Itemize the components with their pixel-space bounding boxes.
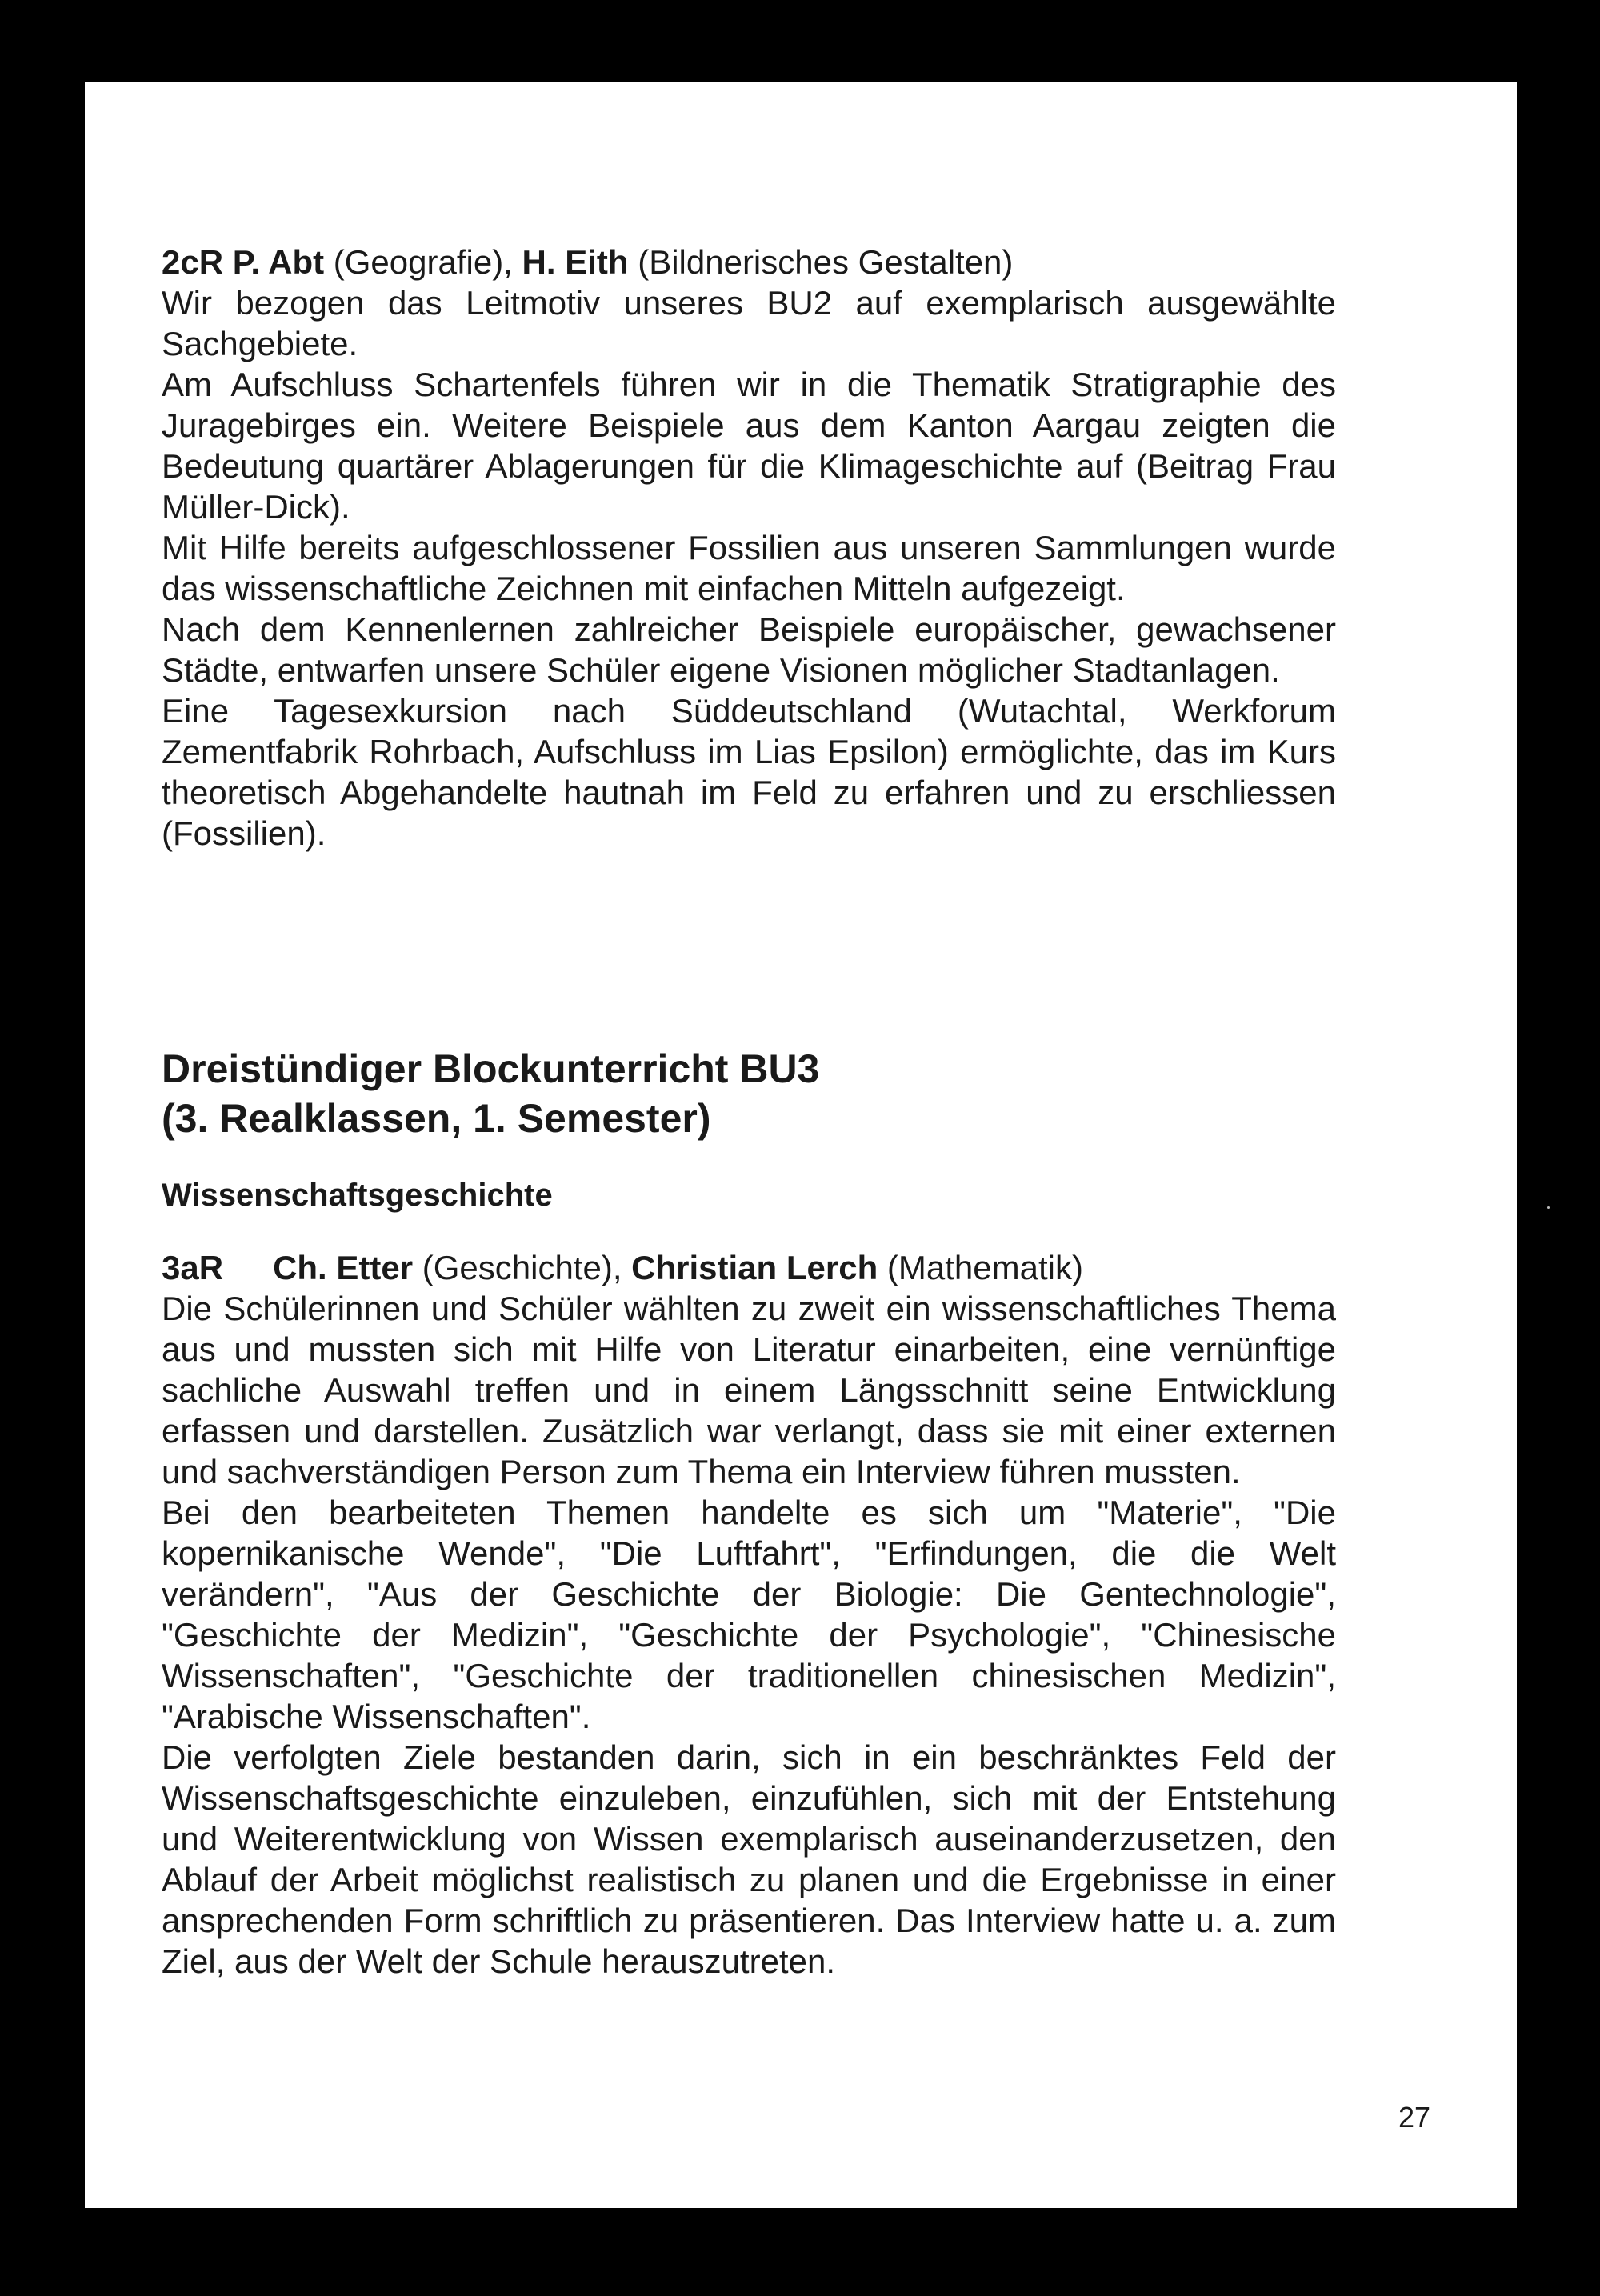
paragraph: Nach dem Kennenlernen zahlreicher Beispiele europäischer, gewachsener Städte, entwarfen unsere Schüler eigene Visionen möglicher Stadtanlagen. [162, 610, 1336, 689]
paragraph: Eine Tagesexkursion nach Süddeutschland (Wutachtal, Werkforum Zementfabrik Rohrbach, Aufschluss im Lias Epsilon) ermöglichte, das im Kurs theoretisch Abgehandelte hautnah im Feld zu erfahren und zu erschliessen (Fossilien). [162, 692, 1336, 852]
class-heading-3aR [162, 1247, 1336, 1288]
paragraph: Mit Hilfe bereits aufgeschlossener Fossilien aus unseren Sammlungen wurde das wissenschaftliche Zeichnen mit einfachen Mitteln aufgezeigt. [162, 529, 1336, 607]
section-title: Dreistündiger Blockunterricht BU3 [162, 1046, 820, 1091]
paragraph: Am Aufschluss Schartenfels führen wir in die Thematik Stratigraphie des Juragebirges ein. Weitere Beispiele aus dem Kanton Aargau zeigten die Bedeutung quartärer Ablagerungen für die Klimageschichte auf (Beitrag Frau Müller-Dick). [162, 366, 1336, 526]
class-heading-2cR [162, 242, 1336, 282]
teacher-name: Ch. Etter [273, 1249, 414, 1286]
paragraph: Die verfolgten Ziele bestanden darin, sich in ein beschränktes Feld der Wissenschaftsgeschichte einzuleben, einzufühlen, sich mit der Entstehung und Weiterentwicklung von Wissen exemplarisch auseinanderzusetzen, den Ablauf der Arbeit möglichst realistisch zu planen und die Ergebnisse in einer ansprechenden Form schriftlich zu präsentieren. Das Interview hatte u. a. zum Ziel, aus der Welt der Schule herauszutreten. [162, 1738, 1336, 1980]
teacher-subject: (Geschichte), [422, 1249, 622, 1286]
section-subtitle: Wissenschaftsgeschichte [162, 1178, 553, 1213]
teacher-subject: (Geografie), [333, 243, 513, 281]
teacher-name: Christian Lerch [631, 1249, 878, 1286]
page-number: 27 [1398, 2101, 1430, 2134]
scan-speck [1547, 1206, 1550, 1209]
document-page [85, 82, 1517, 2208]
section-title-line2: (3. Realklassen, 1. Semester) [162, 1096, 711, 1141]
teacher-name: P. Abt [232, 243, 325, 281]
teacher-name: H. Eith [522, 243, 629, 281]
paragraph: Bei den bearbeiteten Themen handelte es sich um "Materie", "Die kopernikanische Wende", "Die Luftfahrt", "Erfindungen, die die Welt verändern", "Aus der Geschichte der Biologie: Die Gentechnologie", "Geschichte der Medizin", "Geschichte der Psychologie", "Chinesische Wissenschaften", "Geschichte der traditionellen chinesischen Medizin", "Arabische Wissenschaften". [162, 1494, 1336, 1735]
page-content [162, 242, 1336, 1982]
class-code: 3aR [162, 1249, 224, 1286]
teacher-subject: (Mathematik) [886, 1249, 1083, 1286]
paragraph: Wir bezogen das Leitmotiv unseres BU2 auf exemplarisch ausgewählte Sachgebiete. [162, 284, 1336, 362]
class-code: 2cR [162, 243, 224, 281]
teacher-subject: (Bildnerisches Gestalten) [638, 243, 1014, 281]
paragraph: Die Schülerinnen und Schüler wählten zu zweit ein wissenschaftliches Thema aus und mussten sich mit Hilfe von Literatur einarbeiten, eine vernünftige sachliche Auswahl treffen und in einem Längsschnitt seine Entwicklung erfassen und darstellen. Zusätzlich war verlangt, dass sie mit einer externen und sachverständigen Person zum Thema ein Interview führen mussten. [162, 1290, 1336, 1490]
